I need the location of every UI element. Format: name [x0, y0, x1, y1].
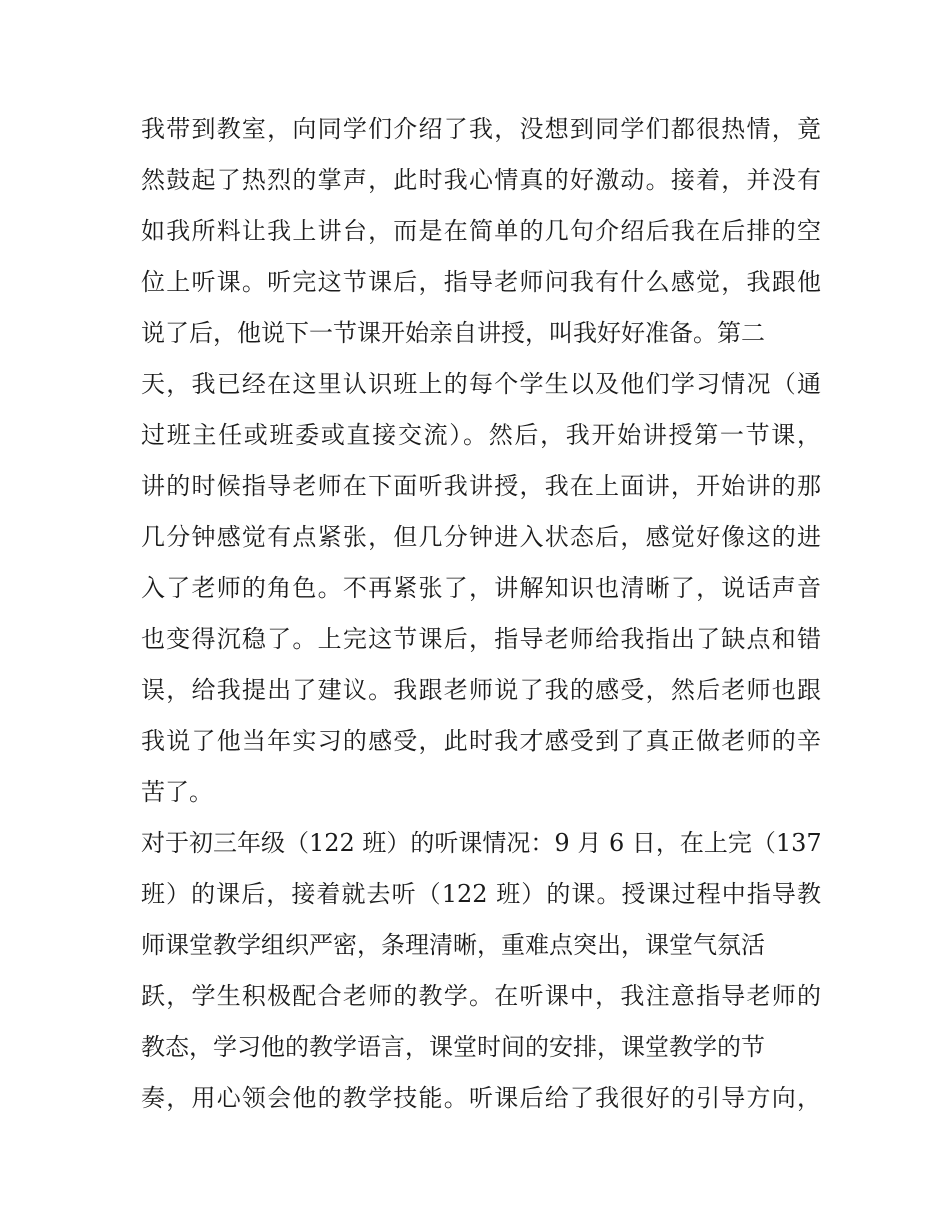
text-line: 对于初三年级（122 班）的听课情况：9 月 6 日，在上完（137	[141, 829, 822, 857]
text-line: 教态，学习他的教学语言，课堂时间的安排，课堂教学的节	[141, 1033, 765, 1061]
text-line: 如我所料让我上讲台，而是在简单的几句介绍后我在后排的空	[141, 217, 821, 245]
text-line: 跃，学生积极配合老师的教学。在听课中，我注意指导老师的	[141, 982, 821, 1010]
text-line: 奏，用心领会他的教学技能。听课后给了我很好的引导方向，	[141, 1084, 821, 1112]
text-line: 师课堂教学组织严密，条理清晰，重难点突出，课堂气氛活	[141, 931, 765, 959]
text-line: 天，我已经在这里认识班上的每个学生以及他们学习情况（通	[141, 370, 821, 398]
text-line: 也变得沉稳了。上完这节课后，指导老师给我指出了缺点和错	[141, 625, 821, 653]
text-line: 说了后，他说下一节课开始亲自讲授，叫我好好准备。第二	[141, 319, 765, 347]
text-line: 讲的时候指导老师在下面听我讲授，我在上面讲，开始讲的那	[141, 472, 821, 500]
text-line: 位上听课。听完这节课后，指导老师问我有什么感觉，我跟他	[141, 268, 821, 296]
text-line: 过班主任或班委或直接交流）。然后，我开始讲授第一节课，	[141, 421, 821, 449]
text-line: 误，给我提出了建议。我跟老师说了我的感受，然后老师也跟	[141, 676, 821, 704]
text-line: 我说了他当年实习的感受，此时我才感受到了真正做老师的辛	[141, 727, 821, 755]
text-line: 苦了。	[141, 778, 213, 806]
text-line: 几分钟感觉有点紧张，但几分钟进入状态后，感觉好像这的进	[141, 523, 821, 551]
body-text	[141, 104, 821, 1124]
text-line: 班）的课后，接着就去听（122 班）的课。授课过程中指导教	[141, 880, 821, 908]
text-line: 入了老师的角色。不再紧张了，讲解知识也清晰了，说话声音	[141, 574, 821, 602]
text-line: 然鼓起了热烈的掌声，此时我心情真的好激动。接着，并没有	[141, 166, 821, 194]
text-line: 我带到教室，向同学们介绍了我，没想到同学们都很热情，竟	[141, 115, 821, 143]
